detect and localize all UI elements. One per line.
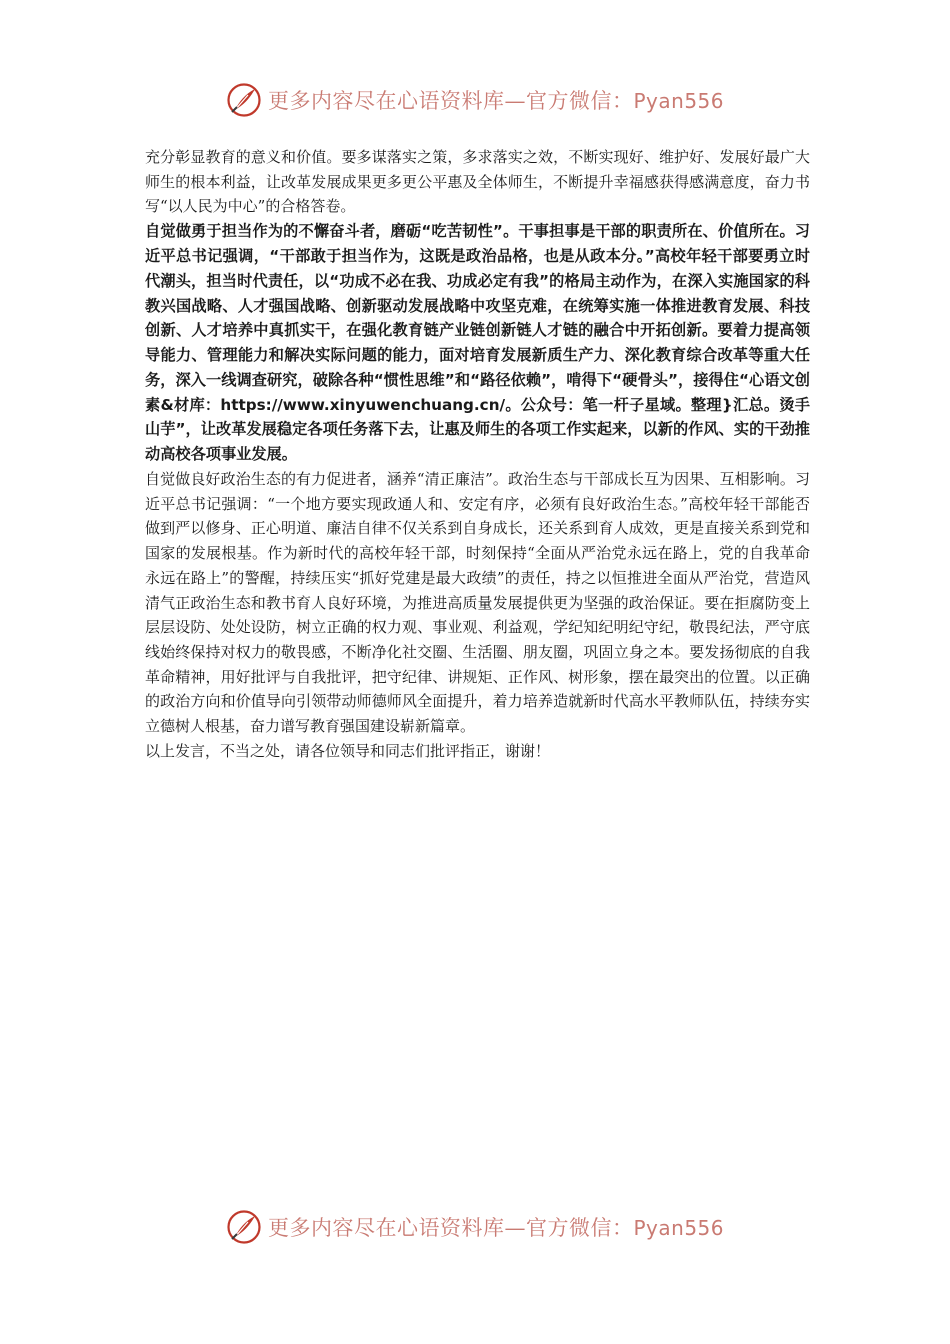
footer-watermark	[0, 1209, 950, 1245]
quill-pen-circle-icon	[226, 1209, 262, 1245]
watermark-text: 更多内容尽在心语资料库—官方微信：Pyan556	[267, 89, 724, 113]
watermark-text: 更多内容尽在心语资料库—官方微信：Pyan556	[267, 1216, 724, 1240]
header-watermark	[0, 82, 950, 118]
paragraph-responsibility: 自觉做勇于担当作为的不懈奋斗者，磨砺“吃苦韧性”。干事担事是干部的职责所在、价值所在。习近平总书记强调，“干部敢于担当作为，这既是政治品格，也是从政本分。”高校年轻干部要勇立时代潮头，担当时代责任，以“功成不必在我、功成必定有我”的格局主动作为，在深入实施国家的科教兴国战略、人才强国战略、创新驱动发展战略中攻坚克难，在统筹实施一体推进教育发展、科技创新、人才培养中真抓实干，在强化教育链产业链创新链人才链的融合中开拓创新。要着力提高领导能力、管理能力和解决实际问题的能力，面对培育发展新质生产力、深化教育综合改革等重大任务，深入一线调查研究，破除各种“惯性思维”和“路径依赖”，啃得下“硬骨头”，接得住“心语文创素&材库：https://www.xinyuwenchuang.cn/。公众号：笔一杆子星域。整理}汇总。烫手山芋”，让改革发展稳定各项任务落下去，让惠及师生的各项工作实起来，以新的作风、实的干劲推动高校各项事业发展。	[145, 222, 810, 464]
paragraph-intro: 充分彰显教育的意义和价值。要多谋落实之策，多求落实之效，不断实现好、维护好、发展好最广大师生的根本利益，让改革发展成果更多更公平惠及全体师生，不断提升幸福感获得感满意度，奋力书写“以人民为中心”的合格答卷。	[145, 148, 810, 216]
document-body	[145, 145, 810, 764]
paragraph-closing: 以上发言，不当之处，请各位领导和同志们批评指正，谢谢！	[145, 741, 551, 760]
quill-pen-circle-icon	[226, 82, 262, 118]
paragraph-integrity: 自觉做良好政治生态的有力促进者，涵养“清正廉洁”。政治生态与干部成长互为因果、互相影响。习近平总书记强调：“一个地方要实现政通人和、安定有序，必须有良好政治生态。”高校年轻干部能否做到严以修身、正心明道、廉洁自律不仅关系到自身成长，还关系到育人成效，更是直接关系到党和国家的发展根基。作为新时代的高校年轻干部，时刻保持“全面从严治党永远在路上，党的自我革命永远在路上”的警醒，持续压实“抓好党建是最大政绩”的责任，持之以恒推进全面从严治党，营造风清气正政治生态和教书育人良好环境，为推进高质量发展提供更为坚强的政治保证。要在拒腐防变上层层设防、处处设防，树立正确的权力观、事业观、利益观，学纪知纪明纪守纪，敬畏纪法，严守底线始终保持对权力的敬畏感，不断净化社交圈、生活圈、朋友圈，巩固立身之本。要发扬彻底的自我革命精神，用好批评与自我批评，把守纪律、讲规矩、正作风、树形象，摆在最突出的位置。以正确的政治方向和价值导向引领带动师德师风全面提升，着力培养造就新时代高水平教师队伍，持续夯实立德树人根基，奋力谱写教育强国建设崭新篇章。	[145, 470, 810, 736]
